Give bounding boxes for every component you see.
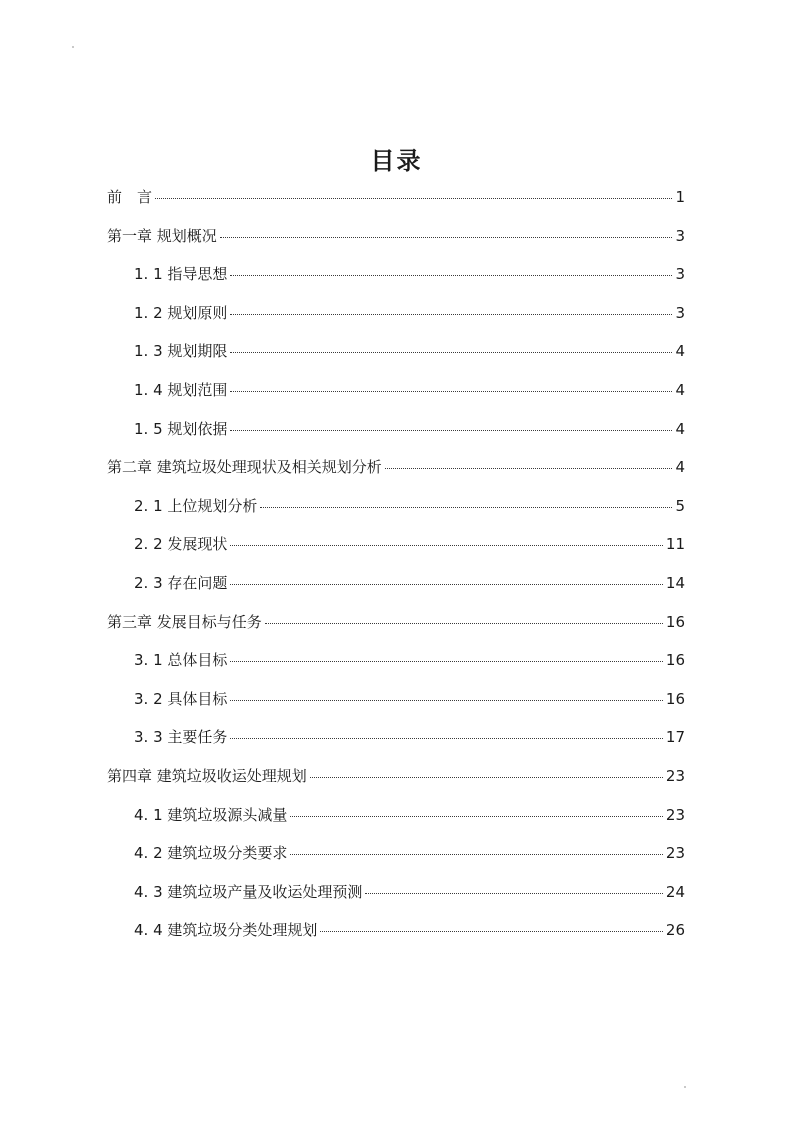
- toc-section-entry[interactable]: [134, 842, 685, 864]
- toc-page-number: 4: [675, 342, 685, 361]
- page-title: 目录: [370, 147, 423, 175]
- toc-entry-label: 3. 3 主要任务: [134, 728, 228, 747]
- toc-page-number: 26: [665, 921, 685, 940]
- toc-page-number: 17: [665, 728, 685, 747]
- toc-page-number: 3: [675, 265, 685, 284]
- toc-dot-leader: [290, 816, 663, 817]
- toc-dot-leader: [220, 237, 673, 238]
- toc-entry-label: 前 言: [107, 188, 153, 206]
- toc-entry-label: 3. 1 总体目标: [134, 651, 228, 670]
- toc-page-number: 16: [665, 651, 685, 670]
- toc-entry-label: 4. 1 建筑垃圾源头减量: [134, 805, 288, 824]
- toc-page-number: 1: [675, 188, 685, 206]
- toc-section-entry[interactable]: [134, 726, 685, 748]
- toc-section-entry[interactable]: [134, 804, 685, 826]
- toc-dot-leader: [260, 507, 672, 508]
- toc-entry-label: 1. 2 规划原则: [134, 303, 228, 322]
- toc-dot-leader: [365, 893, 663, 894]
- toc-section-entry[interactable]: [134, 649, 685, 671]
- toc-page-number: 24: [665, 882, 685, 901]
- toc-page-number: 3: [675, 226, 685, 245]
- toc-entry-label: 4. 3 建筑垃圾产量及收运处理预测: [134, 882, 363, 901]
- toc-dot-leader: [230, 700, 663, 701]
- toc-page-number: 23: [665, 844, 685, 863]
- toc-section-entry[interactable]: [134, 302, 685, 324]
- toc-chapter-entry[interactable]: [107, 225, 685, 247]
- toc-page-number: 5: [675, 496, 685, 515]
- toc-page-number: 16: [665, 612, 685, 631]
- toc-dot-leader: [230, 661, 663, 662]
- toc-entry-label: 2. 1 上位规划分析: [134, 496, 258, 515]
- toc-dot-leader: [265, 623, 663, 624]
- toc-entry-label: 3. 2 具体目标: [134, 689, 228, 708]
- scan-speck: [72, 46, 74, 48]
- toc-entry-label: 第四章 建筑垃圾收运处理规划: [107, 767, 307, 785]
- toc-dot-leader: [230, 738, 663, 739]
- toc-page-number: 23: [665, 805, 685, 824]
- toc-entry-label: 4. 4 建筑垃圾分类处理规划: [134, 921, 318, 940]
- toc-entry-label: 第一章 规划概况: [107, 226, 217, 245]
- toc-chapter-entry[interactable]: [107, 456, 685, 478]
- toc-entry-label: 第二章 建筑垃圾处理现状及相关规划分析: [107, 458, 382, 477]
- toc-dot-leader: [230, 314, 672, 315]
- toc-section-entry[interactable]: [134, 881, 685, 903]
- toc-page-number: 3: [675, 303, 685, 322]
- toc-section-entry[interactable]: [134, 263, 685, 285]
- scan-speck: [684, 1086, 686, 1088]
- toc-dot-leader: [155, 198, 672, 199]
- toc-page-number: 23: [665, 767, 685, 785]
- toc-dot-leader: [310, 777, 663, 778]
- toc-page-number: 4: [675, 419, 685, 438]
- toc-section-entry[interactable]: [134, 340, 685, 362]
- toc-dot-leader: [230, 352, 672, 353]
- toc-section-entry[interactable]: [134, 533, 685, 555]
- toc-dot-leader: [290, 854, 663, 855]
- toc-entry-label: 4. 2 建筑垃圾分类要求: [134, 844, 288, 863]
- toc-dot-leader: [230, 545, 663, 546]
- toc-section-entry[interactable]: [134, 418, 685, 440]
- toc-entry-label: 第三章 发展目标与任务: [107, 612, 262, 631]
- toc-page-number: 11: [665, 535, 685, 554]
- toc-dot-leader: [320, 931, 663, 932]
- toc-section-entry[interactable]: [134, 379, 685, 401]
- toc-entry-label: 1. 3 规划期限: [134, 342, 228, 361]
- toc-page-number: 16: [665, 689, 685, 708]
- toc-entry-label: 1. 4 规划范围: [134, 381, 228, 399]
- toc-section-entry[interactable]: [134, 572, 685, 594]
- toc-page-number: 4: [675, 458, 685, 477]
- toc-section-entry[interactable]: [134, 688, 685, 710]
- toc-dot-leader: [230, 275, 672, 276]
- toc-section-entry[interactable]: [134, 495, 685, 517]
- toc-dot-leader: [385, 468, 673, 469]
- toc-section-entry[interactable]: [134, 919, 685, 941]
- toc-dot-leader: [230, 584, 663, 585]
- toc-chapter-entry[interactable]: [107, 765, 685, 787]
- toc-chapter-entry[interactable]: [107, 186, 685, 208]
- toc-entry-label: 2. 2 发展现状: [134, 535, 228, 554]
- toc-page-number: 4: [675, 381, 685, 399]
- toc-dot-leader: [230, 430, 672, 431]
- toc-entry-label: 1. 5 规划依据: [134, 419, 228, 438]
- toc-chapter-entry[interactable]: [107, 611, 685, 633]
- toc-page-number: 14: [665, 574, 685, 592]
- toc-dot-leader: [230, 391, 672, 392]
- toc-entry-label: 2. 3 存在问题: [134, 574, 228, 592]
- toc-entry-label: 1. 1 指导思想: [134, 265, 228, 284]
